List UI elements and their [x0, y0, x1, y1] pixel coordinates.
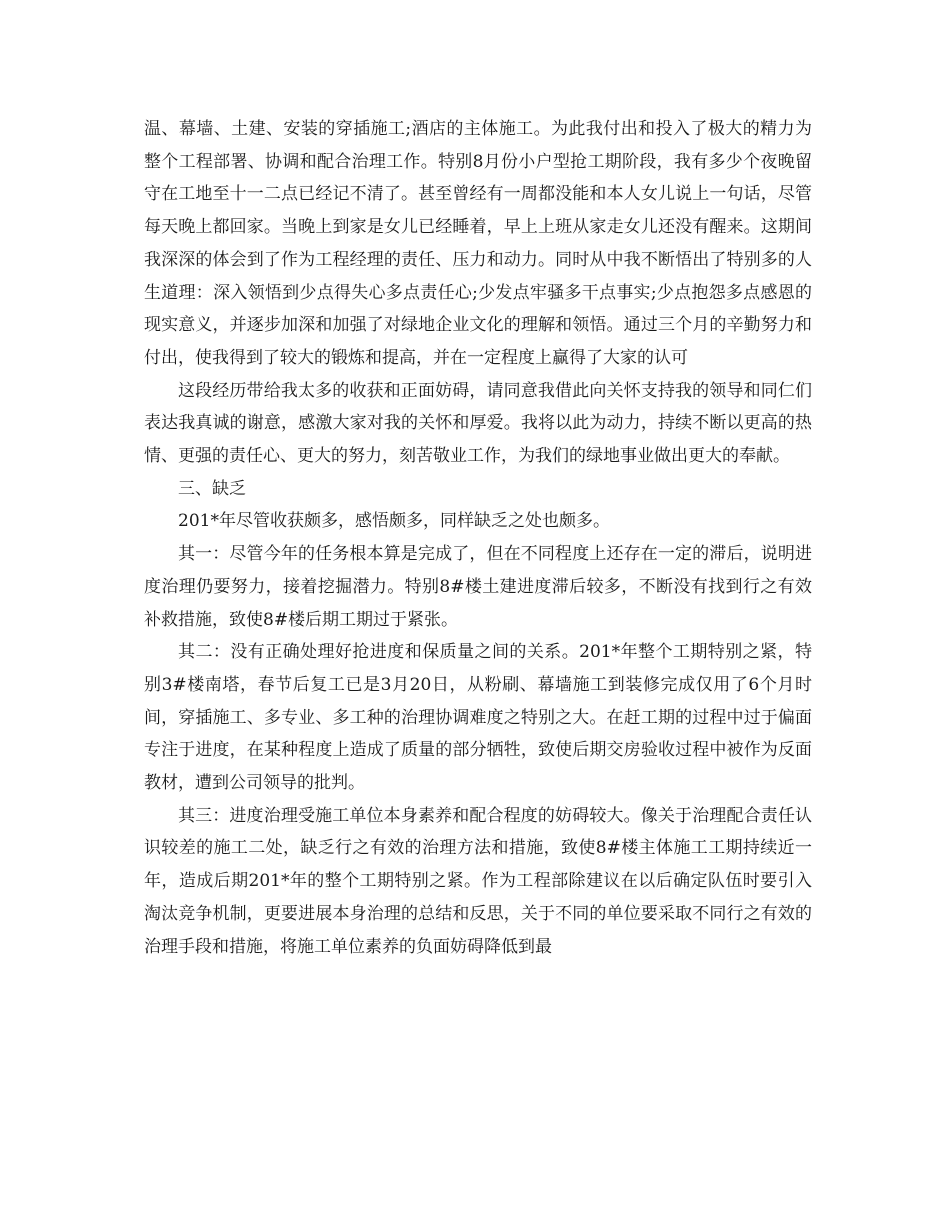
paragraph-3: 201*年尽管收获颇多，感悟颇多，同样缺乏之处也颇多。 [178, 511, 610, 532]
section-heading: 三、缺乏 [178, 478, 246, 499]
paragraph-5: 其二：没有正确处理好抢进度和保质量之间的关系。201*年整个工期特别之紧，特别3#楼南塔，春节后复工已是3月20日，从粉刷、幕墙施工到装修完成仅用了6个月时间，穿插施工、多专业、多工种的治理协调难度之特别之大。在赶工期的过程中过于偏面专注于进度，在某种程度上造成了质量的部分牺牲，致使后期交房验收过程中被作为反面教材，遭到公司领导的批判。 [144, 642, 812, 794]
paragraph-6: 其三：进度治理受施工单位本身素养和配合程度的妨碍较大。像关于治理配合责任认识较差的施工二处，缺乏行之有效的治理方法和措施，致使8#楼主体施工工期持续近一年，造成后期201*年的整个工期特别之紧。作为工程部除建议在以后确定队伍时要引入淘汰竞争机制，更要进展本身治理的总结和反思，关于不同的单位要采取不同行之有效的治理手段和措施，将施工单位素养的负面妨碍降低到最 [144, 805, 812, 957]
paragraph-4: 其一：尽管今年的任务根本算是完成了，但在不同程度上还存在一定的滞后，说明进度治理仍要努力，接着挖掘潜力。特别8#楼土建进度滞后较多，不断没有找到行之有效补救措施，致使8#楼后期工期过于紧张。 [144, 544, 812, 630]
paragraph-2: 这段经历带给我太多的收获和正面妨碍，请同意我借此向关怀支持我的领导和同仁们表达我真诚的谢意，感激大家对我的关怀和厚爱。我将以此为动力，持续不断以更高的热情、更强的责任心、更大的努力，刻苦敬业工作，为我们的绿地事业做出更大的奉献。 [144, 380, 812, 467]
document-page [144, 113, 812, 963]
paragraph-1: 温、幕墙、土建、安装的穿插施工;酒店的主体施工。为此我付出和投入了极大的精力为整个工程部署、协调和配合治理工作。特别8月份小户型抢工期阶段，我有多少个夜晚留守在工地至十一二点已经记不清了。甚至曾经有一周都没能和本人女儿说上一句话，尽管每天晚上都回家。当晚上到家是女儿已经睡着，早上上班从家走女儿还没有醒来。这期间我深深的体会到了作为工程经理的责任、压力和动力。同时从中我不断悟出了特别多的人生道理：深入领悟到少点得失心多点责任心;少发点牢骚多干点事实;少点抱怨多点感恩的现实意义，并逐步加深和加强了对绿地企业文化的理解和领悟。通过三个月的辛勤努力和付出，使我得到了较大的锻炼和提高，并在一定程度上赢得了大家的认可 [144, 119, 812, 368]
